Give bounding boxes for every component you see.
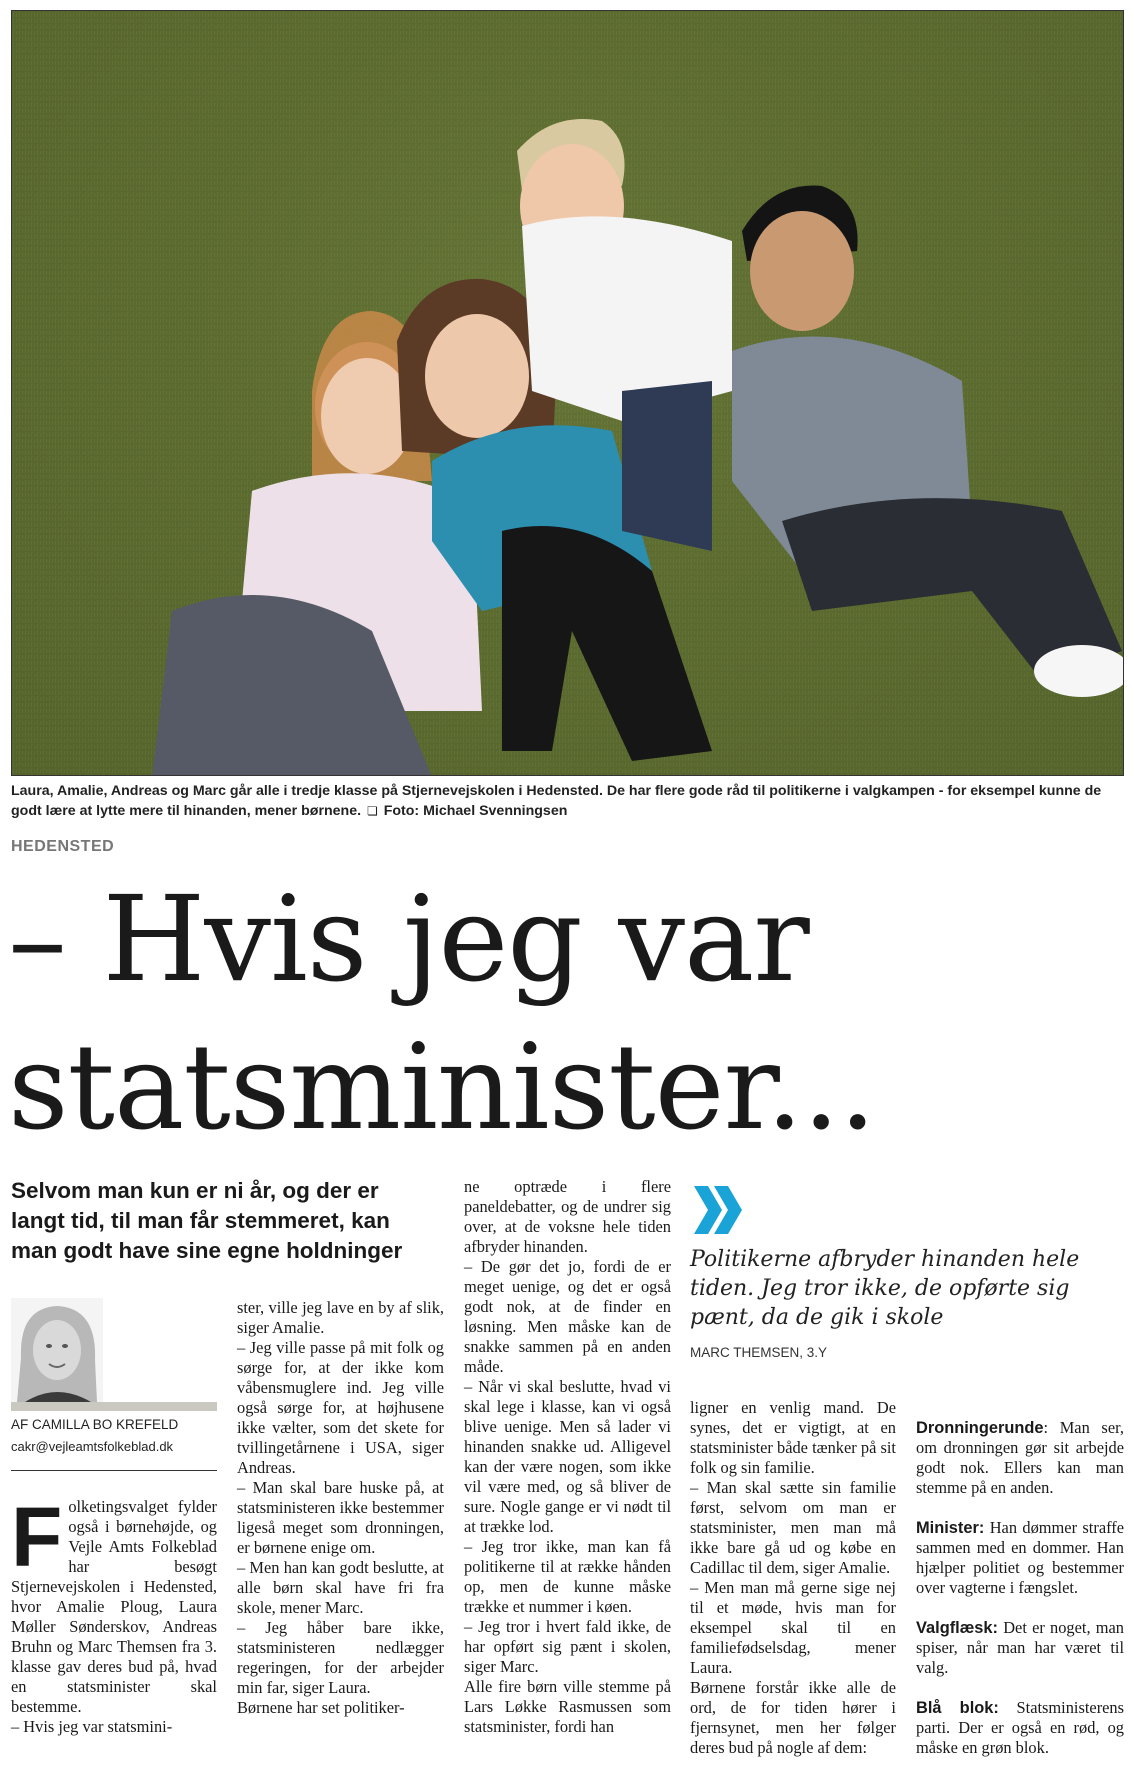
article-photo [11,10,1124,776]
headline-line-1: – Hvis jeg var [8,870,809,1008]
photo-caption [11,781,1124,821]
caption-text: Laura, Amalie, Andreas og Marc går alle i tredje klasse på Stjernevejskolen i Hedensted. De har flere gode råd til politikerne i valgkampen - for eksempel kunne de godt lære at lytte mere til hinanden, mener børnene. [11,783,1102,819]
drop-cap: F [11,1490,63,1584]
section-label: HEDENSTED [11,838,115,855]
glossary-term: Blå blok: [916,1699,999,1717]
byline-author: AF CAMILLA BO KREFELD [11,1417,179,1432]
byline-rule [11,1470,217,1471]
glossary-definition: Det er noget, man spiser, når man har været til valg. [916,1618,1124,1677]
glossary-definition: Statsministerens parti. Der er også en rød, og måske en grøn blok. [916,1698,1125,1757]
body-column-1-text: olketingsvalget fylder også i børnehøjde, og Vejle Amts Folkeblad har besøgt Stjernevejskolen i Hedensted, hvor Amalie Ploug, Laura Møller Sønderskov, Andreas Bruhn og Marc Themsen fra 3. klasse gav deres bud på, hvad en statsminister skal bestemme. – Hvis jeg var statsmini- [11,1497,217,1736]
children-illustration [12,11,1124,776]
author-portrait [11,1298,103,1402]
body-column-3: ne optræde i flere paneldebatter, og de undrer sig over, at de voksne hele tiden afbryder hinanden. – De gør det jo, fordi de er meget uenige, og det er også godt nok, at de finder en løsning. Men måske kan de snakke sammen på en anden måde. – Når vi skal beslutte, hvad vi skal lege i klasse, kan vi også blive uenige. Men så lader vi hinanden snakke ud. Alligevel kan der være nogen, som ikke vil være med, og så bliver de sure. Nogle gange er vi nødt til at trække lod. – Jeg tror ikke, man kan få politikerne til at række hånden op, men de kunne måske trække et nummer i køen. – Jeg tror i hvert fald ikke, de har opført sig pænt i skolen, siger Marc. Alle fire børn ville stemme på Lars Løkke Rasmussen som statsminister, fordi han [464,1177,671,1736]
byline-email[interactable]: cakr@vejleamtsfolkeblad.dk [11,1439,174,1454]
photo-credit: Foto: Michael Svenningsen [383,803,568,819]
body-column-4: ligner en venlig mand. De synes, det er vigtigt, at en statsminister både tænker på sit folk og sin familie. – Man skal sætte sin familie først, selvom om man er statsminister, men man må ikke bare gå ud og købe en Cadillac til dem, siger Amalie. – Men man må gerne sige nej til et møde, hvis man for eksempel skal til en familiefødselsdag, mener Laura. Børnene forstår ikke alle de ord, de for tiden hører i fjernsynet, men her følger deres bud på nogle af dem: [690,1398,896,1757]
glossary-item [916,1418,1124,1498]
headline [8,865,1128,1161]
lead-paragraph: Selvom man kun er ni år, og der er langt tid, til man får stemmeret, kan man godt have sine egne holdninger [11,1178,403,1263]
glossary-item [916,1518,1124,1598]
author-photo [11,1298,103,1402]
glossary-definition: Han dømmer straffe sammen med en dommer. Han hjælper politiet og bestemmer over vagterne i fængslet. [916,1518,1124,1597]
glossary-term: Minister: [916,1519,985,1537]
glossary-term: Valgflæsk: [916,1619,998,1637]
body-column-1 [11,1490,217,1737]
pull-quote: Politikerne afbryder hinanden hele tiden. Jeg tror ikke, de opførte sig pænt, da de gik i skole [690,1247,1080,1330]
headline-line-2: statsminister... [8,1018,876,1156]
byline-divider [11,1402,217,1411]
glossary-item [916,1618,1124,1678]
glossary-column [916,1398,1124,1778]
quote-chevron-icon [692,1184,744,1236]
glossary-definition: : Man ser, om dronningen gør sit arbejde godt nok. Ellers kan man stemme på en anden. [916,1418,1124,1497]
pull-quote-author: MARC THEMSEN, 3.Y [690,1345,828,1360]
body-column-2: ster, ville jeg lave en by af slik, siger Amalie. – Jeg ville passe på mit folk og sørge for, at der ikke kom våbensmuglere ind. Jeg ville også sørge for, at højhusene ikke vælter, som det skete for tvillingetårnene i USA, siger Andreas. – Man skal bare huske på, at statsministeren ikke bestemmer ligeså meget som dronningen, er børnene enige om. – Men han kan godt beslutte, at alle børn skal have fri fra skole, mener Marc. – Jeg håber bare ikke, statsministeren nedlægger regeringen, for der arbejder min far, siger Laura. Børnene har set politiker- [237,1298,444,1717]
glossary-item [916,1698,1124,1758]
glossary-term: Dronningerunde [916,1419,1044,1437]
camera-icon: ❏ [366,804,378,818]
